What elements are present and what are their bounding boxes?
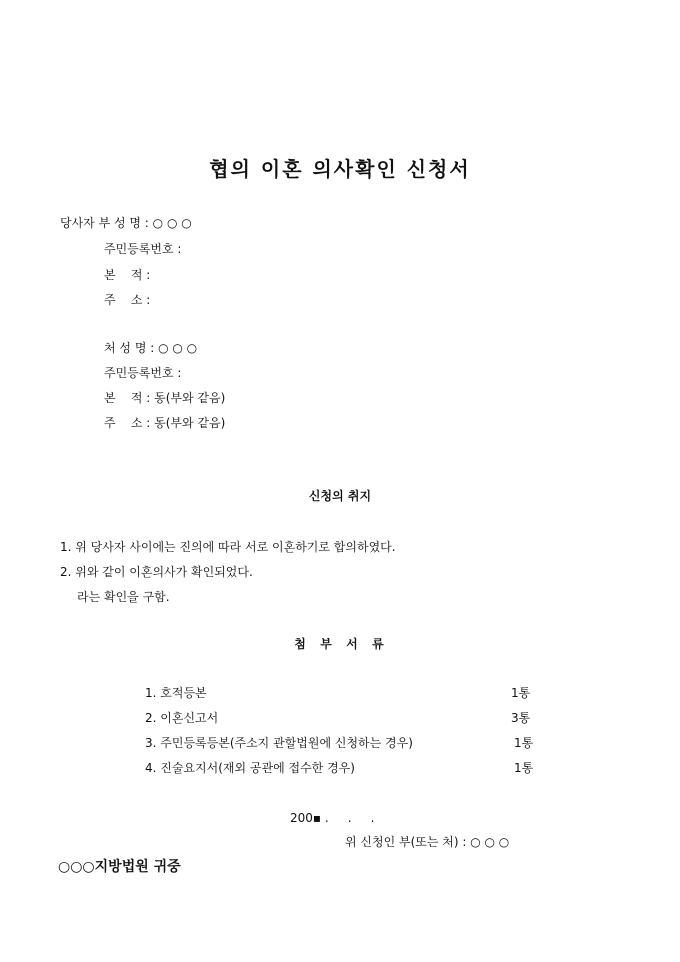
husband-domicile-line: 본 적 : [104,268,151,282]
purpose-item-1: 1. 위 당사자 사이에는 진의에 따라 서로 이혼하기로 합의하였다. [60,540,396,554]
date-line: 200▪ . . . [290,811,375,825]
attachment-item-name: 2. 이혼신고서 [145,711,219,725]
attachment-item-name: 3. 주민등록등본(주소지 관할법원에 신청하는 경우) [145,736,413,750]
husband-rrn-line: 주민등록번호 : [104,242,182,256]
wife-domicile-line: 본 적 : 동(부와 같음) [104,391,226,405]
applicant-line: 위 신청인 부(또는 처) : ○ ○ ○ [345,835,510,849]
attachment-item-count: 3통 [511,711,531,725]
wife-address-line: 주 소 : 동(부와 같음) [104,416,226,430]
purpose-heading: 신청의 취지 [308,489,372,503]
attachment-item-count: 1통 [514,761,534,775]
attachments-heading: 첨 부 서 류 [294,637,386,651]
attachment-item-name: 1. 호적등본 [145,686,207,700]
purpose-item-2: 2. 위와 같이 이혼의사가 확인되었다. [60,565,253,579]
wife-name-line: 처 성 명 : ○ ○ ○ [104,341,198,355]
attachment-item-name: 4. 진술요지서(재외 공관에 접수한 경우) [145,761,355,775]
husband-name-line: 당사자 부 성 명 : ○ ○ ○ [60,216,192,230]
court-addressee: ○○○지방법원 귀중 [58,859,181,875]
purpose-closing: 라는 확인을 구함. [77,590,170,604]
attachment-item-count: 1통 [514,736,534,750]
wife-rrn-line: 주민등록번호 : [104,366,182,380]
document-title: 협의 이혼 의사확인 신청서 [209,157,471,181]
attachment-item-count: 1통 [511,686,531,700]
husband-address-line: 주 소 : [104,293,151,307]
